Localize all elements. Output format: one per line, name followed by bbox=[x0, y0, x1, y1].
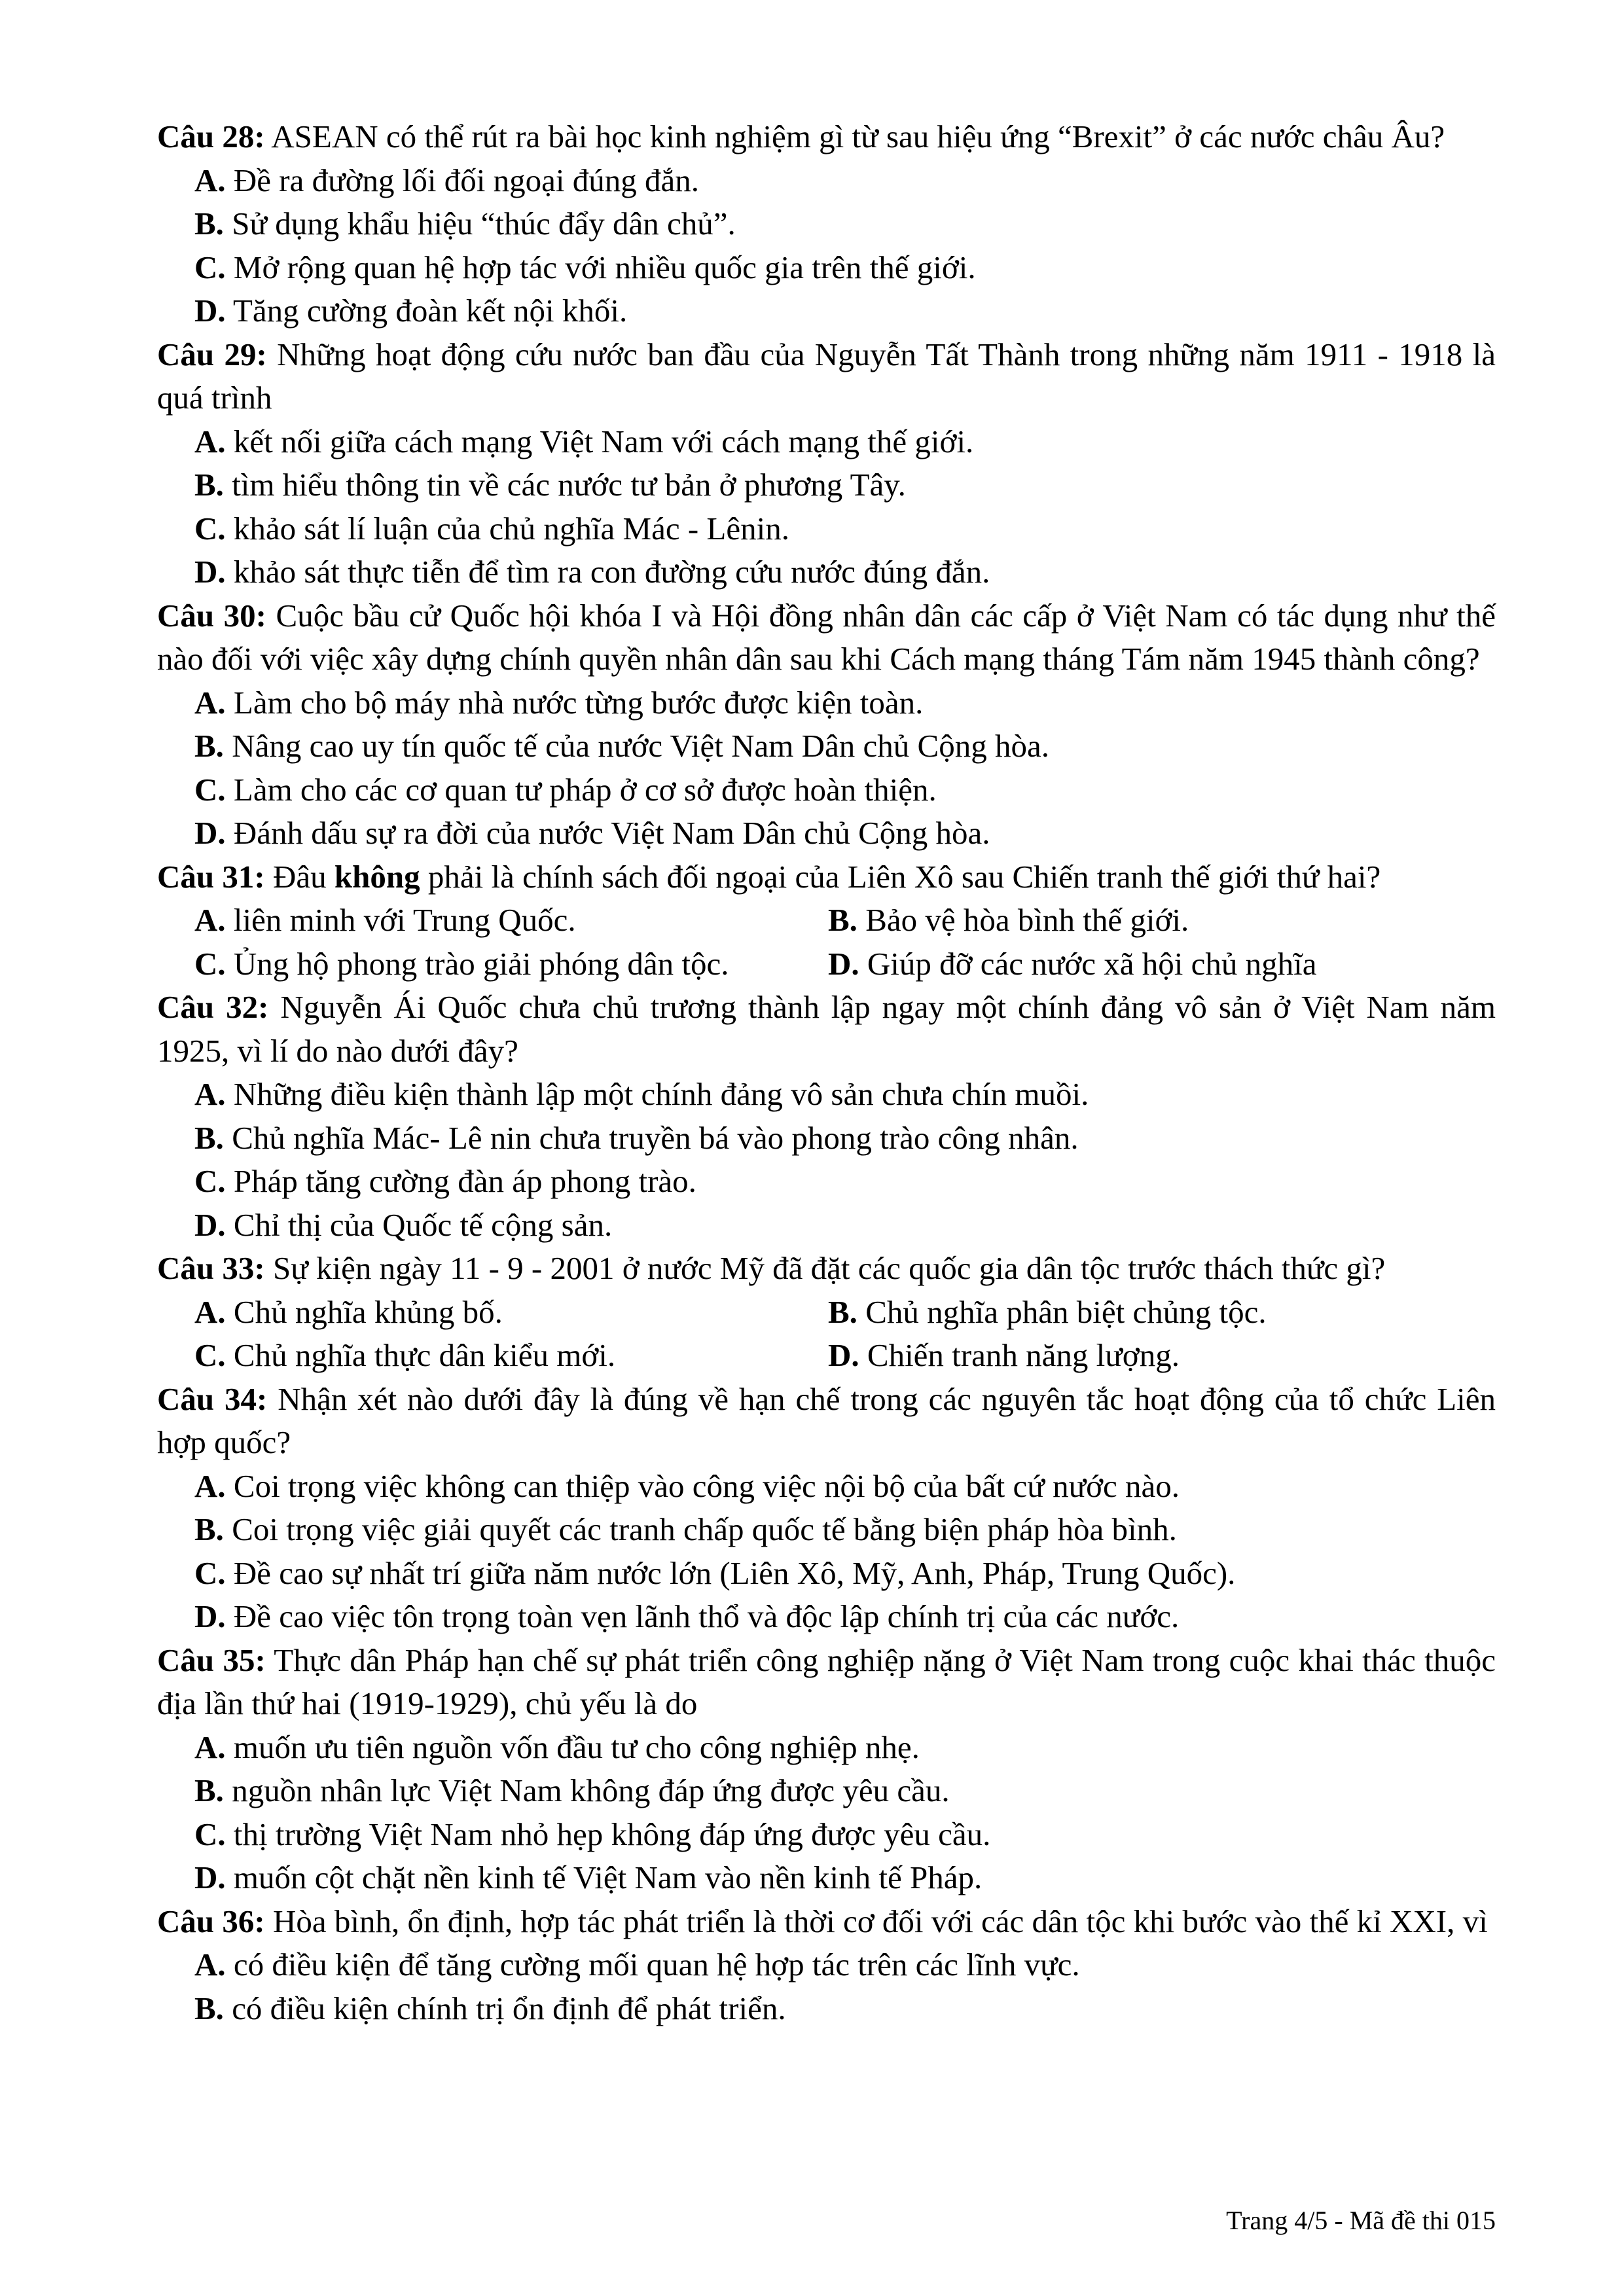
question-30 bbox=[157, 594, 1496, 681]
option-28-d bbox=[157, 289, 1496, 333]
question-label: Câu 36: bbox=[157, 1903, 265, 1939]
option-label: C. bbox=[194, 510, 226, 547]
option-33-d bbox=[828, 1334, 1462, 1378]
option-text: Mở rộng quan hệ hợp tác với nhiều quốc gia trên thế giới. bbox=[225, 249, 976, 285]
option-label: D. bbox=[828, 1337, 859, 1373]
option-label: D. bbox=[194, 1598, 226, 1634]
option-label: A. bbox=[194, 1076, 226, 1112]
option-31-b bbox=[828, 899, 1462, 942]
option-36-a bbox=[157, 1943, 1496, 1987]
option-label: B. bbox=[194, 467, 224, 503]
option-35-a bbox=[157, 1726, 1496, 1770]
option-text: muốn ưu tiên nguồn vốn đầu tư cho công nghiệp nhẹ. bbox=[225, 1729, 920, 1765]
question-text: Thực dân Pháp hạn chế sự phát triển công nghiệp nặng ở Việt Nam trong cuộc khai thác thuộc địa lần thứ hai (1919-1929), chủ yếu là do bbox=[157, 1641, 1496, 1721]
option-text: khảo sát thực tiễn để tìm ra con đường cứu nước đúng đắn. bbox=[225, 554, 990, 590]
question-text-before: Đâu bbox=[264, 858, 334, 895]
option-33-c bbox=[194, 1334, 828, 1378]
option-text: Làm cho bộ máy nhà nước từng bước được kiện toàn. bbox=[225, 684, 924, 721]
option-text: Bảo vệ hòa bình thế giới. bbox=[857, 902, 1189, 938]
option-text: khảo sát lí luận của chủ nghĩa Mác - Lênin. bbox=[225, 510, 789, 547]
option-text: Những điều kiện thành lập một chính đảng vô sản chưa chín muồi. bbox=[225, 1076, 1089, 1112]
question-31 bbox=[157, 855, 1496, 899]
option-text: nguồn nhân lực Việt Nam không đáp ứng được yêu cầu. bbox=[223, 1772, 950, 1808]
option-label: D. bbox=[194, 815, 226, 851]
option-34-d bbox=[157, 1595, 1496, 1639]
option-34-b bbox=[157, 1508, 1496, 1552]
question-label: Câu 30: bbox=[157, 597, 266, 634]
question-text: Hòa bình, ổn định, hợp tác phát triển là thời cơ đối với các dân tộc khi bước vào thế kỉ XXI, vì bbox=[264, 1903, 1488, 1939]
option-label: B. bbox=[194, 206, 224, 242]
option-text: Giúp đỡ các nước xã hội chủ nghĩa bbox=[859, 945, 1317, 982]
option-text: Đề cao sự nhất trí giữa năm nước lớn (Liên Xô, Mỹ, Anh, Pháp, Trung Quốc). bbox=[225, 1554, 1236, 1591]
option-text: Chủ nghĩa thực dân kiểu mới. bbox=[225, 1337, 616, 1373]
option-text: Chiến tranh năng lượng. bbox=[859, 1337, 1180, 1373]
option-30-c bbox=[157, 768, 1496, 812]
option-text: Làm cho các cơ quan tư pháp ở cơ sở được hoàn thiện. bbox=[225, 771, 937, 808]
option-33-a bbox=[194, 1291, 828, 1335]
question-label: Câu 34: bbox=[157, 1380, 268, 1417]
option-29-c bbox=[157, 507, 1496, 551]
question-label: Câu 28: bbox=[157, 118, 265, 154]
question-emphasis: không bbox=[334, 858, 420, 895]
option-row-31-ab bbox=[157, 899, 1496, 942]
option-text: Đề ra đường lối đối ngoại đúng đắn. bbox=[225, 162, 700, 198]
question-label: Câu 32: bbox=[157, 989, 269, 1025]
option-text: muốn cột chặt nền kinh tế Việt Nam vào nền kinh tế Pháp. bbox=[225, 1859, 983, 1895]
option-label: D. bbox=[194, 1206, 226, 1243]
option-text: Chỉ thị của Quốc tế cộng sản. bbox=[225, 1206, 613, 1243]
option-label: B. bbox=[194, 728, 224, 764]
option-text: kết nối giữa cách mạng Việt Nam với cách mạng thế giới. bbox=[225, 423, 974, 459]
option-row-33-cd bbox=[157, 1334, 1496, 1378]
option-label: B. bbox=[194, 1119, 224, 1156]
option-text: Pháp tăng cường đàn áp phong trào. bbox=[225, 1163, 696, 1199]
question-text: ASEAN có thể rút ra bài học kinh nghiệm gì từ sau hiệu ứng “Brexit” ở các nước châu Âu? bbox=[264, 118, 1445, 154]
option-34-c bbox=[157, 1552, 1496, 1596]
question-text: Nguyễn Ái Quốc chưa chủ trương thành lập ngay một chính đảng vô sản ở Việt Nam năm 1925, vì lí do nào dưới đây? bbox=[157, 989, 1496, 1069]
option-text: Đề cao việc tôn trọng toàn vẹn lãnh thổ và độc lập chính trị của các nước. bbox=[225, 1598, 1180, 1634]
option-28-b bbox=[157, 202, 1496, 246]
option-label: A. bbox=[194, 1946, 226, 1982]
option-label: D. bbox=[194, 1859, 226, 1895]
option-label: B. bbox=[828, 1293, 857, 1330]
question-36 bbox=[157, 1900, 1496, 1944]
questions-list bbox=[157, 115, 1496, 2030]
option-32-b bbox=[157, 1117, 1496, 1160]
option-label: C. bbox=[194, 771, 226, 808]
option-32-a bbox=[157, 1073, 1496, 1117]
option-35-d bbox=[157, 1856, 1496, 1900]
option-33-b bbox=[828, 1291, 1462, 1335]
question-label: Câu 33: bbox=[157, 1250, 265, 1286]
question-28 bbox=[157, 115, 1496, 159]
option-label: C. bbox=[194, 1163, 226, 1199]
option-text: tìm hiểu thông tin về các nước tư bản ở phương Tây. bbox=[223, 467, 906, 503]
question-29 bbox=[157, 333, 1496, 420]
option-label: C. bbox=[194, 249, 226, 285]
question-32 bbox=[157, 986, 1496, 1073]
option-31-d bbox=[828, 942, 1462, 986]
option-text: liên minh với Trung Quốc. bbox=[225, 902, 576, 938]
option-30-a bbox=[157, 681, 1496, 725]
question-text-after: phải là chính sách đối ngoại của Liên Xô sau Chiến tranh thế giới thứ hai? bbox=[420, 858, 1381, 895]
option-30-b bbox=[157, 725, 1496, 768]
option-29-d bbox=[157, 550, 1496, 594]
option-text: Coi trọng việc giải quyết các tranh chấp quốc tế bằng biện pháp hòa bình. bbox=[223, 1511, 1177, 1547]
option-label: B. bbox=[194, 1990, 224, 2026]
option-32-c bbox=[157, 1160, 1496, 1204]
question-35 bbox=[157, 1639, 1496, 1726]
question-label: Câu 35: bbox=[157, 1641, 266, 1678]
option-label: D. bbox=[194, 293, 226, 329]
option-label: C. bbox=[194, 1816, 226, 1852]
option-32-d bbox=[157, 1204, 1496, 1247]
option-label: C. bbox=[194, 1554, 226, 1591]
option-30-d bbox=[157, 812, 1496, 855]
option-35-b bbox=[157, 1769, 1496, 1813]
option-label: A. bbox=[194, 162, 226, 198]
option-text: có điều kiện để tăng cường mối quan hệ hợp tác trên các lĩnh vực. bbox=[225, 1946, 1080, 1982]
option-text: Chủ nghĩa khủng bố. bbox=[225, 1293, 503, 1330]
question-label: Câu 29: bbox=[157, 336, 267, 372]
option-text: có điều kiện chính trị ổn định để phát triển. bbox=[223, 1990, 786, 2026]
option-label: C. bbox=[194, 1337, 226, 1373]
page-footer: Trang 4/5 - Mã đề thi 015 bbox=[1226, 2206, 1496, 2235]
option-text: Nâng cao uy tín quốc tế của nước Việt Nam Dân chủ Cộng hòa. bbox=[223, 728, 1049, 764]
question-text: Cuộc bầu cử Quốc hội khóa I và Hội đồng nhân dân các cấp ở Việt Nam có tác dụng như thế nào đối với việc xây dựng chính quyền nhân dân sau khi Cách mạng tháng Tám năm 1945 thành công? bbox=[157, 597, 1496, 677]
option-label: C. bbox=[194, 945, 226, 982]
option-29-a bbox=[157, 420, 1496, 464]
option-label: B. bbox=[828, 902, 857, 938]
option-36-b bbox=[157, 1987, 1496, 2031]
option-text: Chủ nghĩa phân biệt chủng tộc. bbox=[857, 1293, 1267, 1330]
option-text: Coi trọng việc không can thiệp vào công việc nội bộ của bất cứ nước nào. bbox=[225, 1467, 1180, 1504]
question-label: Câu 31: bbox=[157, 858, 265, 895]
option-28-a bbox=[157, 159, 1496, 203]
question-text: Sự kiện ngày 11 - 9 - 2001 ở nước Mỹ đã đặt các quốc gia dân tộc trước thách thức gì? bbox=[264, 1250, 1386, 1286]
option-label: D. bbox=[194, 554, 226, 590]
option-29-b bbox=[157, 463, 1496, 507]
option-31-a bbox=[194, 899, 828, 942]
option-label: A. bbox=[194, 684, 226, 721]
option-text: Đánh dấu sự ra đời của nước Việt Nam Dân chủ Cộng hòa. bbox=[225, 815, 990, 851]
option-label: A. bbox=[194, 1293, 226, 1330]
option-label: B. bbox=[194, 1772, 224, 1808]
option-text: Chủ nghĩa Mác- Lê nin chưa truyền bá vào phong trào công nhân. bbox=[223, 1119, 1079, 1156]
question-33 bbox=[157, 1247, 1496, 1291]
option-row-31-cd bbox=[157, 942, 1496, 986]
question-text: Những hoạt động cứu nước ban đầu của Nguyễn Tất Thành trong những năm 1911 - 1918 là quá trình bbox=[157, 336, 1496, 416]
question-text: Nhận xét nào dưới đây là đúng về hạn chế trong các nguyên tắc hoạt động của tổ chức Liên hợp quốc? bbox=[157, 1380, 1496, 1460]
option-text: Ủng hộ phong trào giải phóng dân tộc. bbox=[225, 945, 729, 982]
option-text: Sử dụng khẩu hiệu “thúc đẩy dân chủ”. bbox=[223, 206, 736, 242]
option-text: Tăng cường đoàn kết nội khối. bbox=[225, 293, 628, 329]
option-35-c bbox=[157, 1813, 1496, 1857]
option-text: thị trường Việt Nam nhỏ hẹp không đáp ứng được yêu cầu. bbox=[225, 1816, 991, 1852]
option-label: A. bbox=[194, 423, 226, 459]
option-label: A. bbox=[194, 1467, 226, 1504]
option-label: A. bbox=[194, 1729, 226, 1765]
option-label: D. bbox=[828, 945, 859, 982]
option-row-33-ab bbox=[157, 1291, 1496, 1335]
option-34-a bbox=[157, 1465, 1496, 1509]
option-31-c bbox=[194, 942, 828, 986]
option-label: B. bbox=[194, 1511, 224, 1547]
option-label: A. bbox=[194, 902, 226, 938]
option-28-c bbox=[157, 246, 1496, 290]
question-34 bbox=[157, 1378, 1496, 1465]
